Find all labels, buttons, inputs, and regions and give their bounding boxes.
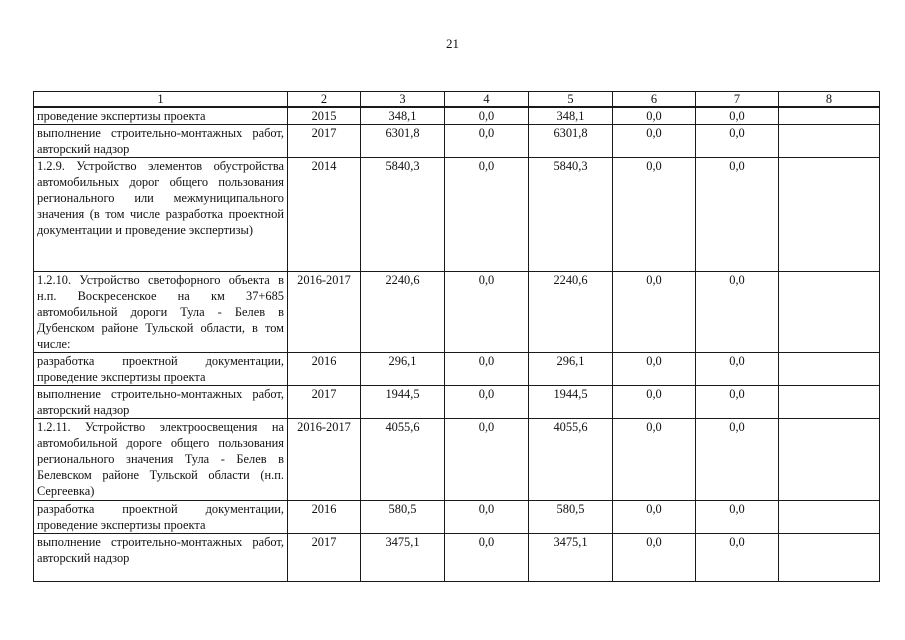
value-cell: 3475,1 xyxy=(529,534,613,582)
value-cell: 296,1 xyxy=(529,353,613,386)
value-cell: 348,1 xyxy=(361,107,445,125)
table-row xyxy=(34,419,880,501)
value-cell: 296,1 xyxy=(361,353,445,386)
value-cell: 0,0 xyxy=(696,272,779,353)
value-cell xyxy=(779,272,880,353)
value-cell: 0,0 xyxy=(613,534,696,582)
table-row xyxy=(34,125,880,158)
table-row xyxy=(34,272,880,353)
value-cell: 0,0 xyxy=(445,158,529,272)
value-cell: 6301,8 xyxy=(361,125,445,158)
column-header: 8 xyxy=(779,92,880,108)
value-cell xyxy=(779,125,880,158)
table-row xyxy=(34,107,880,125)
value-cell: 0,0 xyxy=(696,419,779,501)
value-cell xyxy=(779,419,880,501)
value-cell xyxy=(779,353,880,386)
value-cell: 348,1 xyxy=(529,107,613,125)
value-cell: 0,0 xyxy=(613,386,696,419)
row-description: 1.2.11. Устройство электроосвещения на автомобильной дороге общего пользования регионального значения Тула - Белев в Белевском районе Тульской области (н.п. Сергеевка) xyxy=(34,419,288,501)
column-header: 5 xyxy=(529,92,613,108)
column-header: 4 xyxy=(445,92,529,108)
value-cell: 0,0 xyxy=(613,107,696,125)
column-header: 6 xyxy=(613,92,696,108)
row-description: разработка проектной документации, проведение экспертизы проекта xyxy=(34,501,288,534)
value-cell xyxy=(779,534,880,582)
year-cell: 2016-2017 xyxy=(288,419,361,501)
value-cell: 0,0 xyxy=(445,125,529,158)
value-cell: 0,0 xyxy=(445,353,529,386)
value-cell xyxy=(779,386,880,419)
value-cell: 0,0 xyxy=(445,501,529,534)
value-cell: 0,0 xyxy=(613,419,696,501)
year-cell: 2017 xyxy=(288,534,361,582)
table-row xyxy=(34,386,880,419)
table-header-row xyxy=(34,92,880,108)
value-cell: 4055,6 xyxy=(529,419,613,501)
row-description: выполнение строительно-монтажных работ, авторский надзор xyxy=(34,534,288,582)
value-cell: 0,0 xyxy=(445,419,529,501)
column-header: 3 xyxy=(361,92,445,108)
value-cell: 6301,8 xyxy=(529,125,613,158)
value-cell: 0,0 xyxy=(696,158,779,272)
value-cell: 0,0 xyxy=(696,107,779,125)
value-cell: 0,0 xyxy=(613,501,696,534)
year-cell: 2017 xyxy=(288,386,361,419)
value-cell: 2240,6 xyxy=(529,272,613,353)
table-row xyxy=(34,353,880,386)
value-cell: 0,0 xyxy=(445,272,529,353)
value-cell xyxy=(779,501,880,534)
value-cell: 0,0 xyxy=(696,534,779,582)
row-description: выполнение строительно-монтажных работ, авторский надзор xyxy=(34,125,288,158)
value-cell: 0,0 xyxy=(613,272,696,353)
value-cell: 0,0 xyxy=(445,534,529,582)
table-row xyxy=(34,534,880,582)
value-cell: 5840,3 xyxy=(361,158,445,272)
value-cell: 1944,5 xyxy=(361,386,445,419)
row-description: проведение экспертизы проекта xyxy=(34,107,288,125)
value-cell: 0,0 xyxy=(696,353,779,386)
value-cell xyxy=(779,158,880,272)
row-description: разработка проектной документации, проведение экспертизы проекта xyxy=(34,353,288,386)
value-cell: 5840,3 xyxy=(529,158,613,272)
column-header: 2 xyxy=(288,92,361,108)
value-cell: 2240,6 xyxy=(361,272,445,353)
table-row xyxy=(34,501,880,534)
value-cell: 580,5 xyxy=(529,501,613,534)
year-cell: 2015 xyxy=(288,107,361,125)
row-description: выполнение строительно-монтажных работ, авторский надзор xyxy=(34,386,288,419)
value-cell: 0,0 xyxy=(696,386,779,419)
value-cell: 0,0 xyxy=(613,158,696,272)
value-cell xyxy=(779,107,880,125)
value-cell: 1944,5 xyxy=(529,386,613,419)
value-cell: 580,5 xyxy=(361,501,445,534)
value-cell: 0,0 xyxy=(696,501,779,534)
year-cell: 2016 xyxy=(288,501,361,534)
year-cell: 2016 xyxy=(288,353,361,386)
value-cell: 0,0 xyxy=(445,386,529,419)
year-cell: 2014 xyxy=(288,158,361,272)
value-cell: 4055,6 xyxy=(361,419,445,501)
table-row xyxy=(34,158,880,272)
row-description: 1.2.10. Устройство светофорного объекта в н.п. Воскресенское на км 37+685 автомобильной дороги Тула - Белев в Дубенском районе Тульской области, в том числе: xyxy=(34,272,288,353)
budget-table xyxy=(33,91,880,582)
value-cell: 0,0 xyxy=(445,107,529,125)
column-header: 1 xyxy=(34,92,288,108)
row-description: 1.2.9. Устройство элементов обустройства автомобильных дорог общего пользования регионального или межмуниципального значения (в том числе разработка проектной документации и проведение экспертизы) xyxy=(34,158,288,272)
value-cell: 0,0 xyxy=(696,125,779,158)
column-header: 7 xyxy=(696,92,779,108)
value-cell: 0,0 xyxy=(613,125,696,158)
value-cell: 3475,1 xyxy=(361,534,445,582)
year-cell: 2016-2017 xyxy=(288,272,361,353)
value-cell: 0,0 xyxy=(613,353,696,386)
page-number: 21 xyxy=(446,36,459,51)
year-cell: 2017 xyxy=(288,125,361,158)
